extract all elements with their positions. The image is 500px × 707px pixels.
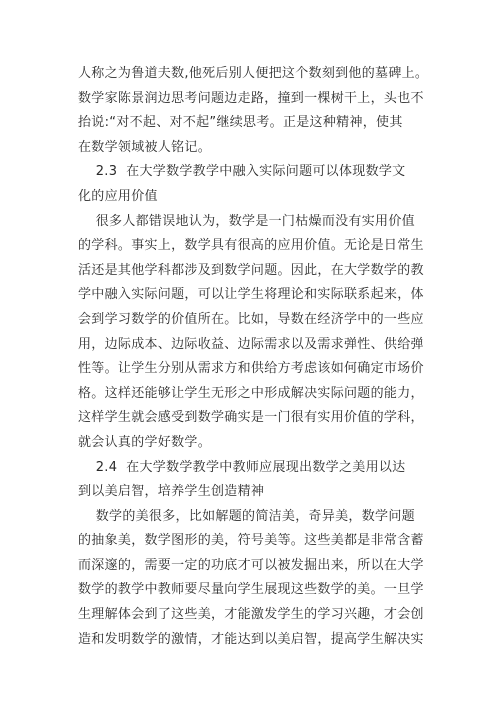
text-line: 会到学习数学的价值所在。比如，导数在经济学中的一些应: [78, 311, 424, 327]
section-heading-2-3: 2.3 在大学数学教学中融入实际问题可以体现数学文: [78, 164, 406, 180]
body-text: [78, 62, 438, 652]
text-line: 的学科。事实上，数学具有很高的应用价值。无论是日常生: [78, 238, 424, 254]
text-line: 性等。让学生分别从需求方和供给方考虑该如何确定市场价: [78, 361, 424, 377]
text-line: 数学家陈景润边思考问题边走路，撞到一棵树干上，头也不: [78, 90, 424, 106]
text-line: 很多人都错误地认为，数学是一门枯燥而没有实用价值: [78, 213, 415, 229]
text-line: 数学的教学中教师要尽量向学生展现这些数学的美。一旦学: [78, 582, 424, 598]
text-line: 活还是其他学科都涉及到数学问题。因此，在大学数学的教: [78, 262, 424, 278]
text-line: 这样学生就会感受到数学确实是一门很有实用价值的学科，: [78, 410, 424, 426]
text-line: 学中融入实际问题，可以让学生将理论和实际联系起来，体: [78, 287, 424, 303]
text-line: 在数学领域被人铭记。: [78, 139, 212, 155]
text-line: 数学的美很多，比如解题的简洁美，奇异美，数学问题: [78, 508, 415, 524]
text-line: 生理解体会到了这些美，才能激发学生的学习兴趣，才会创: [78, 607, 424, 623]
section-heading-2-4-cont: 到以美启智，培养学生创造精神: [78, 484, 265, 500]
text-line: 而深邃的，需要一定的功底才可以被发掘出来，所以在大学: [78, 557, 424, 573]
section-heading-2-3-cont: 化的应用价值: [78, 188, 158, 204]
text-line: 就会认真的学好数学。: [78, 434, 212, 450]
section-heading-2-4: 2.4 在大学数学教学中教师应展现出数学之美用以达: [78, 459, 406, 475]
text-line: 用，边际成本、边际收益、边际需求以及需求弹性、供给弹: [78, 336, 424, 352]
text-line: 的抽象美，数学图形的美，符号美等。这些美都是非常含蓄: [78, 533, 424, 549]
text-line: 造和发明数学的激情，才能达到以美启智，提高学生解决实: [78, 631, 424, 647]
text-line: 格。这样还能够让学生无形之中形成解决实际问题的能力，: [78, 385, 424, 401]
text-line: 人称之为鲁道夫数,他死后别人便把这个数刻到他的墓碑上。: [78, 66, 429, 81]
text-line: 抬说:“对不起、对不起”继续思考。正是这种精神，使其: [78, 115, 403, 131]
